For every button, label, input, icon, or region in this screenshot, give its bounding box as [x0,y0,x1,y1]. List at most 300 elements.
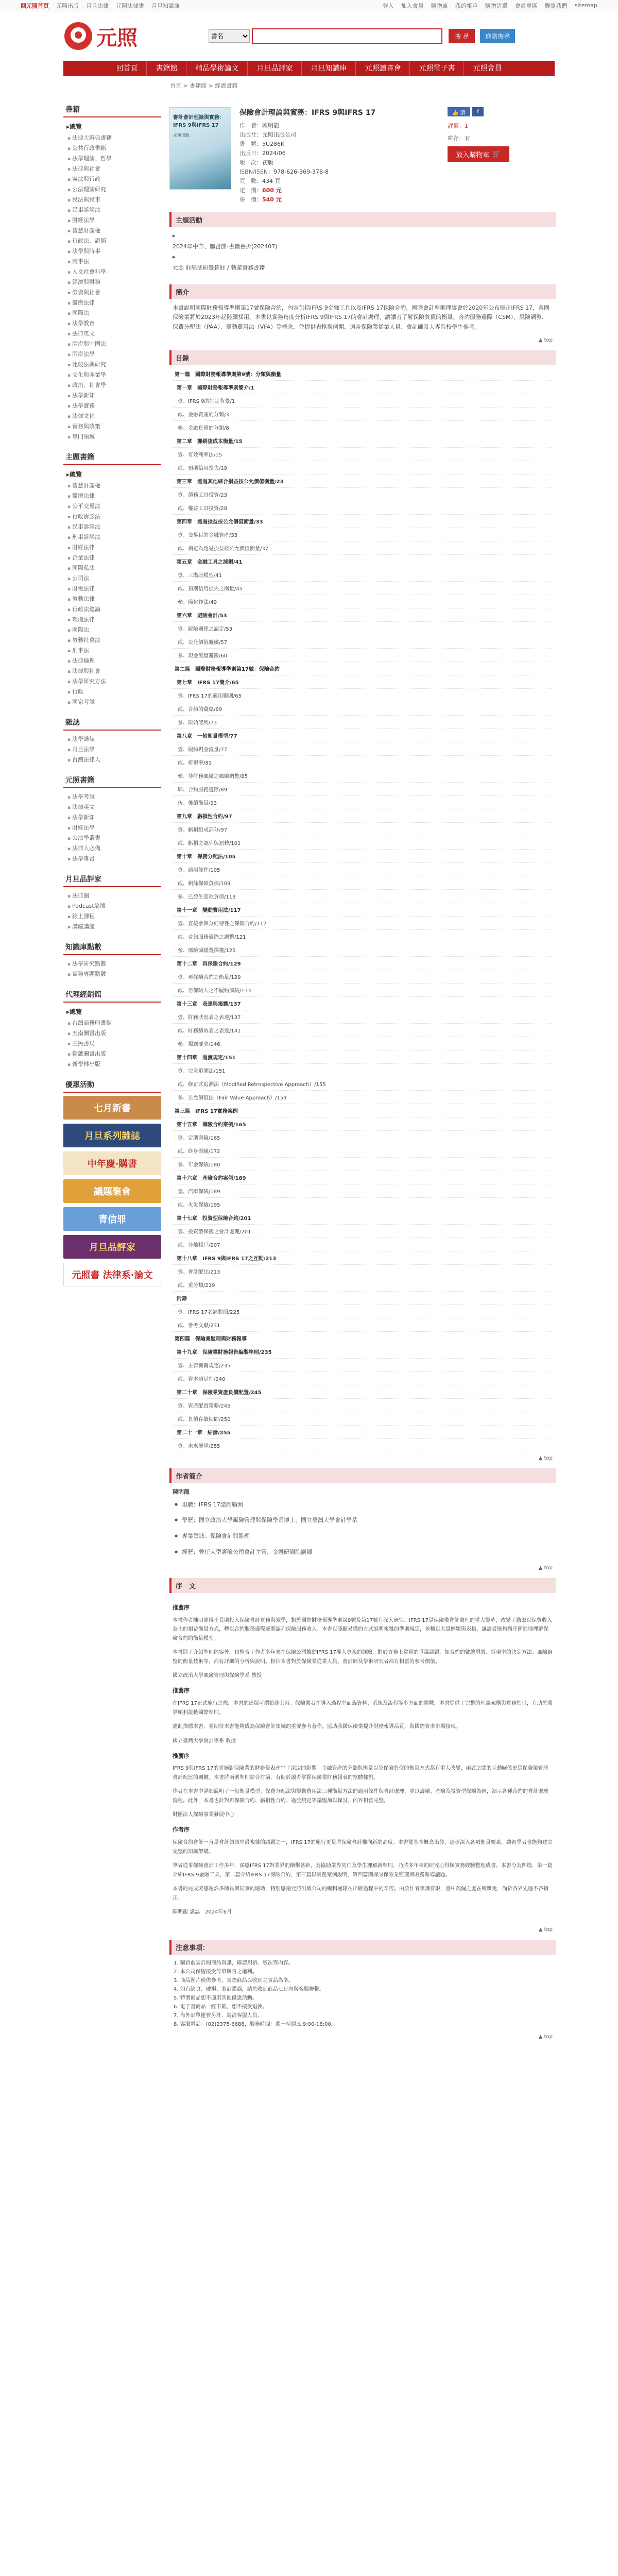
nav-item[interactable]: 月旦品評家 [249,61,302,76]
sidebar-item[interactable]: ▪ 台灣商務印書館 [67,1018,161,1028]
sidebar-item[interactable]: ▪ 財經法學 [67,822,161,833]
intro-section [169,284,556,344]
book-detail [169,102,556,212]
sidebar-section [63,102,161,442]
notice-item: 5. 特價商品恕不適用其他優惠活動。 [174,1995,258,2001]
toc-line: 第三篇 IFRS 17實務案例 [173,1104,553,1117]
notice-item: 7. 海外訂單運費另計，請洽客服人員。 [174,2013,263,2019]
sidebar-list [63,958,161,979]
sidebar-item[interactable]: ▪ 法學與時事 [67,246,161,256]
topbar-link[interactable]: 購物清單 [485,2,508,9]
toc-line: 壹、定期壽險/165 [173,1131,553,1144]
sidebar-item[interactable]: ▪ 公法理論研究 [67,184,161,194]
toc-line: 貳、折現率/81 [173,756,553,769]
topbar-link[interactable]: sitemap [574,2,597,9]
preface-section [169,1578,556,1934]
sidebar-section-title: 知識庫點數 [63,940,161,955]
activity-link[interactable]: 元照 財經法研暨智財 / 執產實務書籍 [173,264,265,272]
book-info [239,107,394,204]
topbar-link[interactable]: 會員專區 [514,2,538,9]
sidebar-item[interactable]: ▪ 智慧財產權 [67,480,161,490]
toc-line: 壹、履約現金流量/77 [173,742,553,756]
sidebar-item[interactable]: ▪ 醫療法律 [67,490,161,501]
toc-line: 第十一章 變動費用法/117 [173,903,553,917]
sidebar-item[interactable]: ▪ 講座講座 [67,921,161,931]
sidebar-item[interactable]: ▪ 刑事訴訟法 [67,532,161,542]
toc-line: 壹、直接參與分紅特性之保險合約/117 [173,917,553,930]
toc-line: 貳、終身壽險/172 [173,1144,553,1158]
sidebar-section-overview[interactable]: ▸總覽 [66,1008,82,1015]
toc-line: 壹、虧損組成部分/97 [173,823,553,836]
toc-line: 第八章 一般衡量模型/77 [173,729,553,742]
book-info-key: 版 次 [239,159,256,166]
preface-paragraph: 本書作者陳明龍博士長期投入保險會計實務與教學，對於國際財務報導準則第9號及第17號有深入研究。IFRS 17是保險業會計處理的重大變革，改變了過去以保費收入為主的損益衡量方式，轉以合約服務邊際逐期認列保險服務收入。本書以淺顯易懂的方式說明複雜的準則規定，並輔以大量例題與表格，讓讀者能夠循序漸進地理解保險合約的衡量模型。 [173,1617,552,1641]
preface-heading: 推薦序 [173,1687,190,1694]
toc-line: 貳、財務績效表之表達/141 [173,1024,553,1037]
book-info-value: 2024/06 [262,150,286,157]
sidebar-item[interactable]: ▪ 新學林出版 [67,1059,161,1069]
toc-line: 第十二章 再保險合約/129 [173,957,553,970]
sidebar-item[interactable]: ▪ 法律英文 [67,328,161,338]
author-item: ● 經歷：曾任大型壽險公司會計主管、金融研訓院講師 [173,1545,553,1561]
sidebar-item[interactable]: ▪ 法學新知 [67,812,161,822]
preface-signature: 財團法人保險事業發展中心 [173,1812,234,1818]
notice-item: 4. 如有缺頁、破損、裝訂錯誤，請於收到商品七日內與客服聯繫。 [174,1987,324,1992]
sidebar-item[interactable]: ▪ 法學考試 [67,791,161,802]
sidebar-item[interactable]: ▪ 民事訴訟法 [67,205,161,215]
book-info-key: 書 號 [239,141,256,147]
sidebar-item[interactable]: ▪ 法律大辭典書籍 [67,132,161,143]
header [0,11,618,61]
sidebar-list [63,1018,161,1069]
sidebar [63,102,161,1291]
toc-line: 壹、避險關係之認定/53 [173,622,553,635]
toc-line: 壹、IFRS 17的適用範圍/65 [173,689,553,702]
toc-line: 第十六章 產險合約案例/189 [173,1171,553,1184]
sidebar-item[interactable]: ▪ 翰蘆圖書出版 [67,1048,161,1059]
sidebar-item[interactable]: ▪ 行政訴訟法 [67,511,161,521]
toc-line: 貳、分離帳戶/207 [173,1238,553,1251]
toc-line: 壹、完全追溯法/151 [173,1064,553,1077]
nav-item[interactable]: 元照會員 [473,64,502,73]
sidebar-item[interactable]: ▪ 醫療法律 [67,297,161,308]
notice-item: 2. 本公司保留接受訂單與否之權利。 [174,1969,258,1975]
topbar-link[interactable]: 月旦法律 [86,2,109,9]
topbar-link[interactable]: 登入 [382,2,394,9]
top-link[interactable]: ▲ top [538,1565,553,1571]
search-input[interactable] [252,28,442,44]
book-info-row: 作 者：陳明龍 [239,122,279,129]
preface-paragraph: 本書的完成要感謝許多師長與同事的協助，特別感謝元照出版公司的編輯團隊在出版過程中的辛勞。由於作者學識有限，書中疏漏之處在所難免，尚祈各界先進不吝指正。 [173,1886,548,1901]
book-info-row: 出版日：2024/06 [239,150,286,157]
book-info-key: 定 價 [239,187,256,194]
breadcrumb: 首頁 > 書籍館 > 經濟書籍 [170,82,238,89]
preface-signature: 國立政治大學風險管理與保險學系 教授 [173,1673,262,1679]
sidebar-item[interactable]: ▪ 法學專書 [67,853,161,863]
toc-line: 第十章 保費分配法/105 [173,850,553,863]
sidebar-section [63,450,161,707]
sidebar-item[interactable]: ▪ 法學雜誌 [67,734,161,744]
logo-text: 元照 [96,25,138,50]
toc-line: 壹、汽車保險/189 [173,1184,553,1198]
sidebar-item[interactable]: ▪ 實務與政策 [67,421,161,431]
book-info-value: 陳明龍 [262,122,279,129]
toc-line: 貳、預期信用損失/19 [173,461,553,474]
promo-banner[interactable]: 青信罪 [63,1207,161,1231]
toc-line: 貳、合約服務邊際之調整/121 [173,930,553,943]
toc-line: 第十三章 表達與揭露/137 [173,997,553,1010]
sidebar-item[interactable]: ▪ 法律倫理 [67,655,161,666]
fb-share-icon[interactable]: f [472,107,484,116]
preface-signature: 陳明龍 謹誌 2024年6月 [173,1909,232,1915]
toc-line: 壹、投資型保險之會計處理/201 [173,1225,553,1238]
book-info-value: 540 元 [262,196,282,203]
sidebar-item[interactable]: ▪ 人文社會科學 [67,266,161,277]
sidebar-item[interactable]: ▪ 環境法律 [67,614,161,624]
toc-line: 壹、適用條件/105 [173,863,553,876]
sidebar-item[interactable]: ▪ 法律圈 [67,890,161,901]
preface-signature: 國立臺灣大學會計學系 教授 [173,1738,236,1744]
sidebar-item[interactable]: ▪ 實務專題點數 [67,969,161,979]
toc-line: 第十八章 IFRS 9與IFRS 17之互動/213 [173,1251,553,1265]
sidebar-section [63,773,161,863]
sidebar-item[interactable]: ▪ 國際法 [67,624,161,635]
toc-line: 參、金融負債的分類/8 [173,421,553,434]
top-link[interactable]: ▲ top [538,1927,553,1933]
toc-line: 第九章 虧損性合約/97 [173,809,553,823]
top-link[interactable]: ▲ top [538,337,553,343]
sidebar-section-title: 書籍 [63,102,161,117]
sidebar-section-title: 主題書籍 [63,450,161,465]
topbar-link[interactable]: 月旦知識庫 [151,2,180,9]
author-item: ● 學歷：國立政治大學風險管理與保險學系博士、國立臺灣大學會計學系 [173,1513,553,1529]
book-info-key: 出版日 [239,150,256,157]
sidebar-section [63,872,161,931]
toc-line: 壹、債務工具投資/23 [173,488,553,501]
book-info-value: 元照出版公司 [262,131,296,138]
sidebar-item[interactable]: ▪ 法學理論、哲學 [67,153,161,163]
promo-banner[interactable]: 七月新書 [63,1096,161,1120]
toc-line: 貳、重分類/219 [173,1278,553,1292]
toc-line: 壹、有效利率法/15 [173,448,553,461]
toc-line: 貳、負債存續期間/250 [173,1412,553,1426]
toc-line: 第二十章 保險業資產負債配置/245 [173,1385,553,1399]
toc-line: 第十五章 壽險合約案例/165 [173,1117,553,1131]
promo-banner[interactable]: 元照書 法律系·論文 [63,1263,161,1286]
book-info-row: 定 價：600 元 [239,187,282,194]
cover-publisher: 元照出版 [173,133,190,138]
sidebar-item[interactable]: ▪ 企業法律 [67,552,161,563]
sidebar-item[interactable]: ▪ 公法學叢書 [67,833,161,843]
sidebar-section-title: 月旦品評家 [63,872,161,887]
nav-item[interactable]: 回首頁 [108,61,147,76]
topbar [0,0,618,11]
toc-line: 參、非財務風險之風險調整/85 [173,769,553,783]
main-nav [63,61,555,76]
sidebar-item[interactable]: ▪ 文化與產業學 [67,369,161,380]
sidebar-list [63,791,161,863]
notice-item: 8. 客服電話：(02)2375-6688，服務時間：週一至週五 9:00-18:00。 [174,2022,336,2027]
notice-title: 注意事項： [169,1940,556,1955]
author-item: ● 現職：IFRS 17諮詢顧問 [173,1497,553,1513]
toc-line: 參、年金保險/180 [173,1158,553,1171]
toc-line: 貳、合約的彙總/69 [173,702,553,716]
book-info-value: 5U286K [262,141,285,147]
stock-status: 庫存：有 [448,135,470,142]
sidebar-item[interactable]: ▪ 兩岸與中國法 [67,338,161,349]
activity-title: 主題活動 [169,212,556,227]
preface-title: 序 文 [169,1578,556,1593]
add-to-cart-button[interactable] [448,146,509,162]
topbar-link[interactable]: 加入會員 [401,2,424,9]
toc-line: 肆、合約服務邊際/89 [173,783,553,796]
promo-banner[interactable]: 中年慶‧購書 [63,1151,161,1175]
intro-title: 簡介 [169,284,556,299]
toc-line: 第六章 避險會計/53 [173,608,553,622]
toc-line: 第二篇 國際財務報導準則第17號：保險合約 [173,662,553,675]
sidebar-item[interactable]: ▪ 法律與社會 [67,163,161,174]
sidebar-item[interactable]: ▪ 法學教育 [67,318,161,328]
toc-line: 壹、未來展望/255 [173,1439,553,1452]
book-info-row: 售 價：540 元 [239,196,282,203]
toc-line: 第二十一章 結論/255 [173,1426,553,1439]
toc-line: 第七章 IFRS 17簡介/65 [173,675,553,689]
topbar-link[interactable]: 元照法律書 [116,2,144,9]
nav-item[interactable]: 月旦知識庫 [303,61,356,76]
notice-item: 3. 商品圖片僅供參考，實際商品以收到之實品為準。 [174,1978,294,1984]
topbar-link[interactable]: 購物車 [431,2,448,9]
nav-item[interactable]: 元照電子書 [411,61,464,76]
toc-line: 第四篇 保險業監理與財務報導 [173,1332,553,1345]
sidebar-section-title: 雜誌 [63,715,161,731]
top-link[interactable]: ▲ top [538,2034,553,2040]
sidebar-section [63,987,161,1069]
toc-line: 貳、虧損之認列與迴轉/101 [173,836,553,850]
book-info-row: 出版社：元照出版公司 [239,131,296,138]
book-info-key: ISBN/ISSN [239,168,268,175]
sidebar-item[interactable]: ▪ 法學新知 [67,390,161,400]
sidebar-list [63,734,161,765]
sidebar-item[interactable]: ▪ 國際私法 [67,563,161,573]
sidebar-section-overview[interactable]: ▸總覽 [66,471,82,478]
promo-banner[interactable]: 議題聚會 [63,1179,161,1203]
book-info-row: 頁 數：434 頁 [239,178,281,184]
sidebar-item[interactable]: ▪ 行政 [67,686,161,697]
sidebar-item[interactable]: ▪ 政治、社會學 [67,380,161,390]
sidebar-item[interactable]: ▪ 國際法 [67,308,161,318]
sidebar-section [63,715,161,765]
sidebar-item[interactable]: ▪ 智慧財產權 [67,225,161,235]
toc-line: 貳、修正式追溯法（Modified Retrospective Approach）/155 [173,1077,553,1091]
toc-line: 貳、權益工具投資/28 [173,501,553,515]
preface-paragraph: 筆者從事保險會計工作多年，深感IFRS 17對業界的衝擊甚鉅。為協助業界同仁及學生理解新準則，乃將多年來的研究心得與實務經驗整理成書。本書分為四篇，第一篇介紹IFRS 9金融工具，第二篇介紹IFRS 17保險合約，第三篇以實務案例說明，第四篇則探討保險業監理與財務報導議題。 [173,1863,553,1878]
topbar-link[interactable]: 元照出版 [56,2,79,9]
toc-line: 貳、金融資產的分類/3 [173,408,553,421]
preface-heading: 推薦序 [173,1752,190,1759]
toc-line: 第一篇 國際財務報導準則第9號：分類與衡量 [173,367,553,381]
sidebar-item[interactable]: ▪ 五南圖書出版 [67,1028,161,1038]
sidebar-section [63,940,161,979]
toc-line: 貳、公允價值避險/57 [173,635,553,649]
toc-line: 壹、再保險合約之衡量/129 [173,970,553,984]
sidebar-item[interactable]: ▪ 憲法與行政 [67,174,161,184]
preface-paragraph: 作者在本書中詳細說明了一般衡量模型、保費分配法與變動費用法三種衡量方法的適用條件與會計處理，並以壽險、產險及投資型保險為例，演示各種合約的會計處理流程。此外，本書也針對再保險合約、虧損性合約、過渡規定等議題加以探討，內容相當完整。 [173,1789,548,1804]
nav-item[interactable]: 元照讀書會 [357,61,410,76]
book-info-value: 初版 [262,159,273,166]
sidebar-item[interactable]: ▪ 民事訴訟法 [67,521,161,532]
preface-heading: 作者序 [173,1826,190,1834]
sidebar-item[interactable]: ▪ 月旦法學 [67,744,161,754]
sidebar-item[interactable]: ▪ 比較法與研究 [67,359,161,369]
nav-item[interactable]: 書籍館 [148,61,186,76]
toc-line: 第一章 國際財務報導準則簡介/1 [173,381,553,394]
toc-line: 參、風險減緩選擇權/125 [173,943,553,957]
cover-title: 審計會計理論與實務：IFRS 9與IFRS 17 [173,115,225,128]
toc-line: 第十四章 過渡規定/151 [173,1050,553,1064]
fb-like-button[interactable]: 👍 讚 [448,107,470,116]
toc-line: 參、已發生賠款負債/113 [173,890,553,903]
sidebar-item[interactable]: ▪ 勞資與社會 [67,287,161,297]
book-info-key: 作 者 [239,122,256,129]
preface-paragraph: 保險合約會計一直是會計領域中最複雜的議題之一，IFRS 17的施行更是將保險會計推向新的高度。本書從基本概念出發，逐步深入各項衡量要素，讓初學者也能夠建立完整的知識架構。 [173,1840,553,1855]
sidebar-item[interactable]: ▪ 財稅法律 [67,583,161,594]
author-item: ● 專業領域：保險會計與監理 [173,1529,553,1545]
book-title: 保險會計理論與實務：IFRS 9與IFRS 17 [239,109,376,117]
toc-line: 壹、IFRS 9的制定背景/1 [173,394,553,408]
logo-icon [64,22,92,50]
toc-line: 第二章 攤銷後成本衡量/15 [173,434,553,448]
sidebar-item[interactable]: ▪ 民法與民事 [67,194,161,205]
toc-title: 目錄 [169,350,556,365]
sidebar-item[interactable]: ▪ 法律英文 [67,802,161,812]
sidebar-item[interactable]: ▪ 法律文化 [67,411,161,421]
book-info-key: 出版社 [239,131,256,138]
sidebar-section-overview[interactable]: ▸總覽 [66,123,82,130]
book-info-row: ISBN/ISSN：978-626-369-378-8 [239,168,329,175]
toc-line: 附錄 [173,1292,553,1305]
book-cover [169,107,231,190]
preface-paragraph: 本書除了介紹準則內容外，也整合了作者多年來在保險公司推動IFRS 17導入專案的經驗，對於實務上常見的爭議議題，如合約的彙總層級、折現率的決定方法、風險調整的衡量技術等，都有詳細的分析與說明。相信本書對於保險業從業人員、會計師及學術研究者都有相當的參考價值。 [173,1650,553,1665]
activity-link[interactable]: 2024年中華、購書節-書籍會折(202407) [173,243,278,250]
toc-line: 壹、財務狀況表之表達/137 [173,1010,553,1024]
sidebar-item[interactable]: ▪ 行政法、證照 [67,235,161,246]
book-info-value: 434 頁 [262,178,281,184]
toc-line: 貳、參考文獻/231 [173,1318,553,1332]
sidebar-item[interactable]: ▪ 國家考試 [67,697,161,707]
toc-line: 第五章 金融工具之減損/41 [173,555,553,568]
sidebar-item[interactable]: ▪ 財經法律 [67,542,161,552]
toc-line: 貳、火災保險/195 [173,1198,553,1211]
preface-paragraph: IFRS 9與IFRS 17的實施對保險業的財務報表產生了深遠的影響。金融資產的分類與衡量以及保險負債的衡量方式都有重大改變，兩者之間的互動關係更是保險業管理會計配比的關鍵。本書將兩號準則結合討論，有助於讀者掌握保險業財務報表的整體樣貌。 [173,1766,548,1781]
main-content [169,102,556,2047]
search-button[interactable]: 搜 尋 [449,29,475,43]
sidebar-item[interactable]: ▪ 勞動法律 [67,594,161,604]
notice-section [169,1940,556,2041]
toc-line: 壹、三階段模型/41 [173,568,553,582]
sidebar-item[interactable]: ▪ 三民書局 [67,1038,161,1048]
toc-line: 壹、主管機關規定/235 [173,1359,553,1372]
sidebar-section-title: 代理經銷館 [63,987,161,1003]
top-link[interactable]: ▲ top [538,1455,553,1461]
sidebar-item[interactable]: ▪ 勞動社會法 [67,635,161,645]
intro-text: 本書說明國際財務報導準則第17號保險合約，內容包括IFRS 9金融工具以及IFRS 17保險合約，國際會計準則理事會於2020年公布修正IFRS 17，各國保險業將於2023年起陸續採用。本書以實務角度分析IFRS 9與IFRS 17的會計處理，讓讀者了解保險負債的衡量、合約服務邊際（CSM）、風險調整、保費分配法（PAA）、變動費用法（VFA）等概念，並提供表格與例題，適合保險業從業人員、會計師及大專院校學生參考。 [173,304,550,331]
search-type-select[interactable] [209,29,250,43]
sidebar-item[interactable]: ▪ 公司法 [67,573,161,583]
sidebar-item[interactable]: ▪ 法律與社會 [67,666,161,676]
buy-box [448,107,556,204]
sidebar-section-title: 元照書籍 [63,773,161,788]
preface-heading: 推薦序 [173,1604,190,1612]
toc-section [169,350,556,1462]
sidebar-item[interactable]: ▪ 法學實務 [67,400,161,411]
sidebar-item[interactable]: ▪ 財經法學 [67,215,161,225]
author-name: 陳明龍 [173,1488,190,1495]
nav-item[interactable]: 精品學術論文 [187,61,248,76]
sidebar-item[interactable]: ▪ 刑事法 [67,645,161,655]
toc-line: 壹、交易目的金融資產/33 [173,528,553,541]
book-info-row: 版 次：初版 [239,159,273,166]
sidebar-list [63,480,161,707]
toc-line: 貳、指定為透過損益按公允價值衡量/37 [173,541,553,555]
sidebar-item[interactable]: ▪ 專門領域 [67,431,161,442]
topbar-right [383,2,597,10]
social-share [448,107,556,116]
activity-section: 主題活動 ▸ 2024年中華、購書節-書籍會折(202407) ▸ 元照 財經法研暨智財 / 執產實務書籍 [169,212,556,278]
sidebar-item[interactable]: ▪ 兩岸法學 [67,349,161,359]
toc-line: 貳、預期信用損失之衡量/45 [173,582,553,595]
toc-line: 貳、剩餘保障負債/109 [173,876,553,890]
toc-line: 參、現金流量避險/60 [173,649,553,662]
promo-banner[interactable]: 月旦品評家 [63,1235,161,1259]
sidebar-item[interactable]: ▪ 行政法總論 [67,604,161,614]
book-info-row: 書 號：5U286K [239,141,285,147]
topbar-link[interactable]: 聯絡我們 [544,2,568,9]
sidebar-list [63,890,161,931]
topbar-link[interactable]: 回元照首頁 [21,2,49,9]
toc-line: 參、揭露要求/146 [173,1037,553,1050]
author-title: 作者簡介 [169,1468,556,1483]
toc-line: 貳、再保險人之不履約風險/133 [173,984,553,997]
notice-item: 6. 電子書商品一經下載，恕不接受退換。 [174,2004,268,2010]
topbar-link[interactable]: 我的帳戶 [455,2,478,9]
toc-line: 第四章 透過損益按公允價值衡量/33 [173,515,553,528]
toc-line: 第三章 透過其他綜合損益按公允價值衡量/23 [173,474,553,488]
sidebar-item[interactable]: ▪ 經濟與財務 [67,277,161,287]
sidebar-item[interactable]: ▪ 公平交易法 [67,501,161,511]
sidebar-item[interactable]: ▪ 法律人必備 [67,843,161,853]
sidebar-item[interactable]: ▪ 商事法 [67,256,161,266]
sidebar-item[interactable]: ▪ 公共行政書籍 [67,143,161,153]
sidebar-item[interactable]: ▪ 台灣法律人 [67,754,161,765]
notice-item: 1. 購買前請詳閱商品資訊，確認規格、版次等內容。 [174,1960,294,1966]
sidebar-item[interactable]: ▪ 法學研究方法 [67,676,161,686]
preface-paragraph: 謹此推薦本書，並期待本書能夠成為保險會計領域的重要參考著作，協助我國保險業提升財務報導品質，與國際資本市場接軌。 [173,1724,461,1730]
toc-line: 參、原始認列/73 [173,716,553,729]
toc-line: 壹、資產配置策略/245 [173,1399,553,1412]
toc-line: 參、公允價值法（Fair Value Approach）/159 [173,1091,553,1104]
sidebar-item[interactable]: ▪ 法學研究點數 [67,958,161,969]
book-info-key: 售 價 [239,196,256,203]
promo-banner[interactable]: 月旦系列雜誌 [63,1124,161,1147]
toc-line: 伍、後續衡量/93 [173,796,553,809]
advanced-search-button[interactable]: 進階搜尋 [480,29,515,43]
site-logo[interactable] [64,22,162,51]
toc-line: 貳、資本適足性/240 [173,1372,553,1385]
sidebar-item[interactable]: ▪ 線上課程 [67,911,161,921]
sidebar-item[interactable]: ▪ Podcast論壇 [67,901,161,911]
book-info-key: 頁 數 [239,178,256,184]
banners-title: 優惠活動 [63,1077,161,1093]
